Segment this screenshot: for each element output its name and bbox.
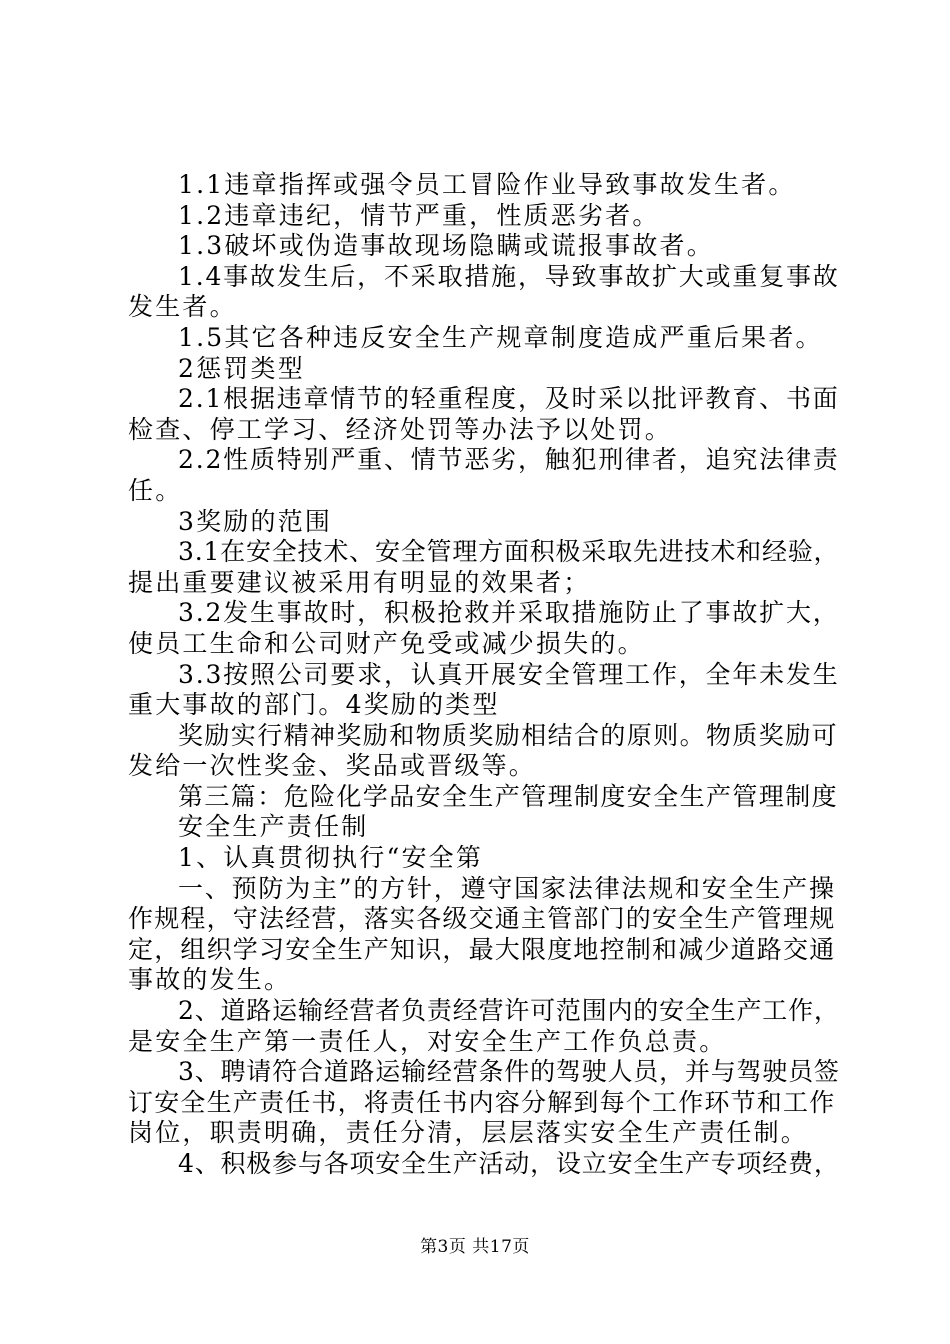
text-line: 3、聘请符合道路运输经营条件的驾驶人员，并与驾驶员签: [178, 1057, 840, 1087]
text-line: 1、认真贯彻执行“安全第: [178, 843, 484, 873]
text-line: 3.1在安全技术、安全管理方面积极采取先进技术和经验，: [178, 537, 840, 567]
text-line: 使员工生命和公司财产免受或减少损失的。: [128, 628, 645, 658]
text-line: 1.2违章违纪，情节严重，性质恶劣者。: [178, 200, 660, 230]
text-line: 第三篇：危险化学品安全生产管理制度安全生产管理制度: [178, 781, 839, 811]
text-line: 定，组织学习安全生产知识，最大限度地控制和减少道路交通: [128, 934, 836, 964]
text-line: 发给一次性奖金、奖品或晋级等。: [128, 751, 537, 781]
text-line: 岗位，职责明确，责任分清，层层落实安全生产责任制。: [128, 1118, 809, 1148]
text-line: 2、道路运输经营者负责经营许可范围内的安全生产工作，: [178, 996, 840, 1026]
text-line: 检查、停工学习、经济处罚等办法予以处罚。: [128, 414, 673, 444]
text-line: 3奖励的范围: [178, 506, 333, 536]
page-footer: 第3页 共17页: [420, 1237, 530, 1257]
text-line: 一、预防为主”的方针，遵守国家法律法规和安全生产操: [178, 873, 836, 903]
text-line: 是安全生产第一责任人，对安全生产工作负总责。: [128, 1026, 727, 1056]
text-line: 1.3破坏或伪造事故现场隐瞒或谎报事故者。: [178, 231, 714, 261]
text-line: 奖励实行精神奖励和物质奖励相结合的原则。物质奖励可: [178, 720, 839, 750]
text-line: 1.1违章指挥或强令员工冒险作业导致事故发生者。: [178, 170, 796, 199]
text-line: 1.4事故发生后，不采取措施，导致事故扩大或重复事故: [178, 261, 840, 291]
text-line: 作规程，守法经营，落实各级交通主管部门的安全生产管理规: [128, 904, 836, 934]
text-line: 提出重要建议被采用有明显的效果者；: [128, 567, 591, 597]
text-line: 2.2性质特别严重、情节恶劣，触犯刑律者，追究法律责: [178, 445, 840, 475]
text-line: 2.1根据违章情节的轻重程度，及时采以批评教育、书面: [178, 384, 840, 414]
text-line: 安全生产责任制: [178, 812, 369, 842]
text-line: 1.5其它各种违反安全生产规章制度造成严重后果者。: [178, 322, 823, 352]
text-line: 3.2发生事故时，积极抢救并采取措施防止了事故扩大，: [178, 598, 840, 628]
text-line: 发生者。: [128, 292, 237, 322]
text-line: 重大事故的部门。4奖励的类型: [128, 690, 500, 720]
text-line: 任。: [128, 475, 183, 505]
text-line: 订安全生产责任书，将责任书内容分解到每个工作环节和工作: [128, 1087, 836, 1117]
text-line: 4、积极参与各项安全生产活动，设立安全生产专项经费，: [178, 1149, 840, 1178]
text-line: 事故的发生。: [128, 965, 292, 995]
document-body: [128, 170, 840, 1180]
text-line: 3.3按照公司要求，认真开展安全管理工作，全年未发生: [178, 659, 840, 689]
text-line: 2惩罚类型: [178, 353, 305, 383]
